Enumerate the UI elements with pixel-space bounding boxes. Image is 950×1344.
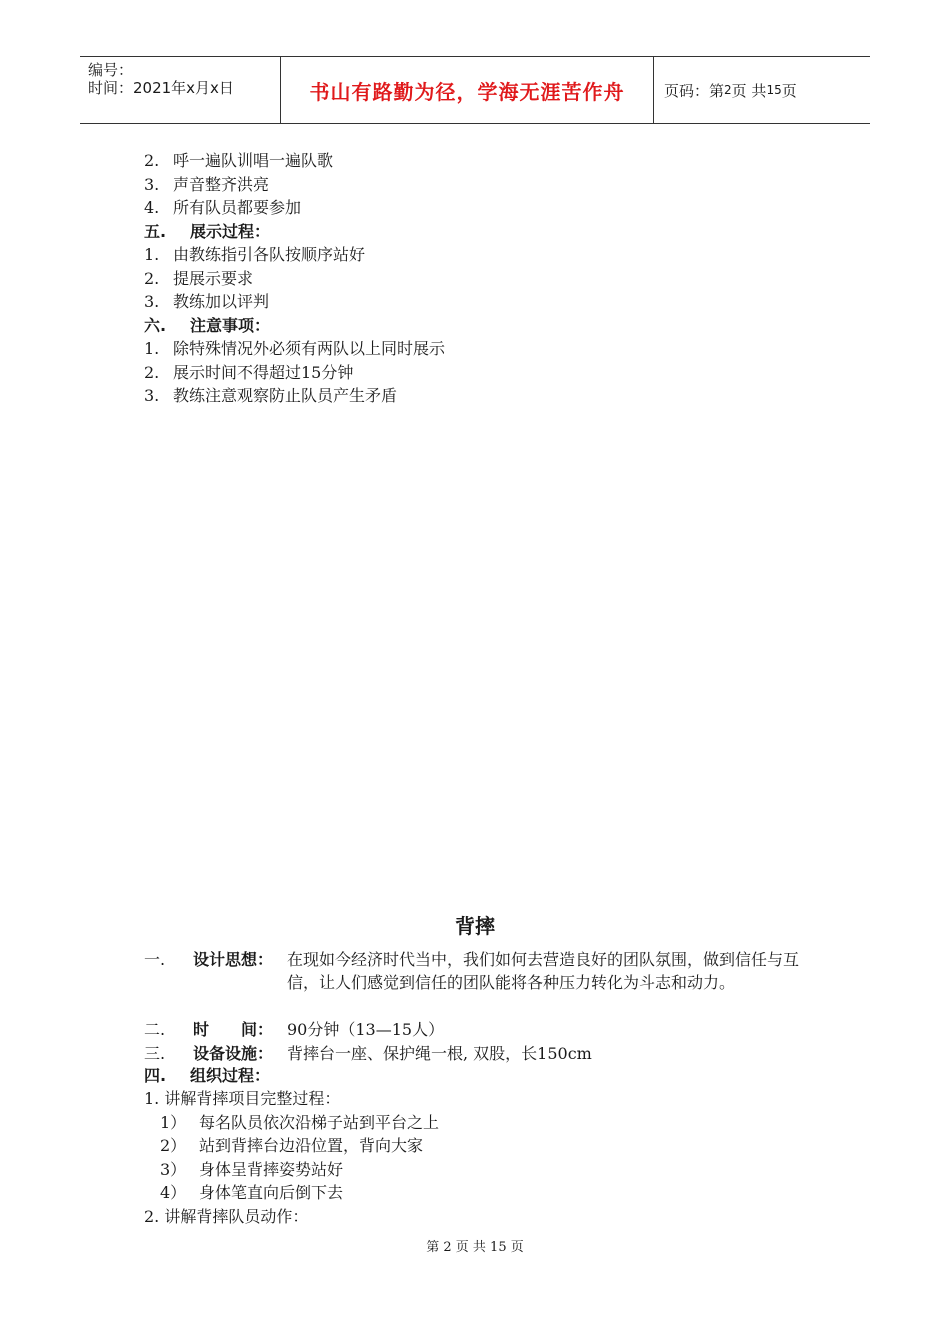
step-1: 1. 讲解背摔项目完整过程： [144, 1089, 341, 1108]
page-num: 2 [724, 83, 732, 97]
header-motto-cell [281, 57, 654, 123]
motto: 书山有路勤为径，学海无涯苦作舟 [309, 79, 625, 104]
definition-equipment: 三. 设备设施： 背摔台一座、保护绳一根, 双股，长150cm [144, 1044, 592, 1063]
list-item: 1. 除特殊情况外必须有两队以上同时展示 [144, 339, 446, 358]
list-item: 4） 身体笔直向后倒下去 [160, 1183, 344, 1202]
list-item: 2. 提展示要求 [144, 269, 254, 288]
list-item: 3. 声音整齐洪亮 [144, 175, 270, 194]
list-item: 3. 教练注意观察防止队员产生矛盾 [144, 386, 398, 405]
time-label: 时间：2021年x月x日 [88, 79, 234, 97]
code-label: 编号： [88, 61, 134, 79]
page-prefix: 页码：第 [664, 81, 725, 100]
section-heading-5: 五. 展示过程： [144, 222, 271, 241]
definition-design: 一. 设计思想： 在现如今经济时代当中，我们如何去营造良好的团队氛围，做到信任与互信，让人们感觉到信任的团队能将各种压力转化为斗志和动力。 [144, 950, 800, 992]
page-footer: 第 2 页 共 15 页 [426, 1240, 524, 1255]
list-item: 3） 身体呈背摔姿势站好 [160, 1160, 344, 1179]
page-total: 15 [766, 83, 782, 97]
list-item: 4. 所有队员都要参加 [144, 198, 302, 217]
header-meta [80, 57, 281, 123]
list-item: 2. 呼一遍队训唱一遍队歌 [144, 151, 334, 170]
list-item: 1. 由教练指引各队按顺序站好 [144, 245, 366, 264]
section-heading-4: 四. 组织过程： [144, 1066, 271, 1085]
page-header [80, 56, 870, 124]
list-item: 3. 教练加以评判 [144, 292, 270, 311]
page-mid: 页 共 [731, 81, 767, 100]
section-heading-6: 六. 注意事项： [144, 316, 271, 335]
header-page-info [654, 57, 870, 123]
step-2: 2. 讲解背摔队员动作： [144, 1207, 309, 1226]
list-item: 2） 站到背摔台边沿位置，背向大家 [160, 1136, 424, 1155]
definition-time: 二. 时 间： 90分钟（13—15人） [144, 1020, 445, 1039]
section-title: 背摔 [455, 914, 495, 938]
page-suffix: 页 [781, 81, 797, 100]
list-item: 1） 每名队员依次沿梯子站到平台之上 [160, 1113, 440, 1132]
list-item: 2. 展示时间不得超过15分钟 [144, 363, 354, 382]
